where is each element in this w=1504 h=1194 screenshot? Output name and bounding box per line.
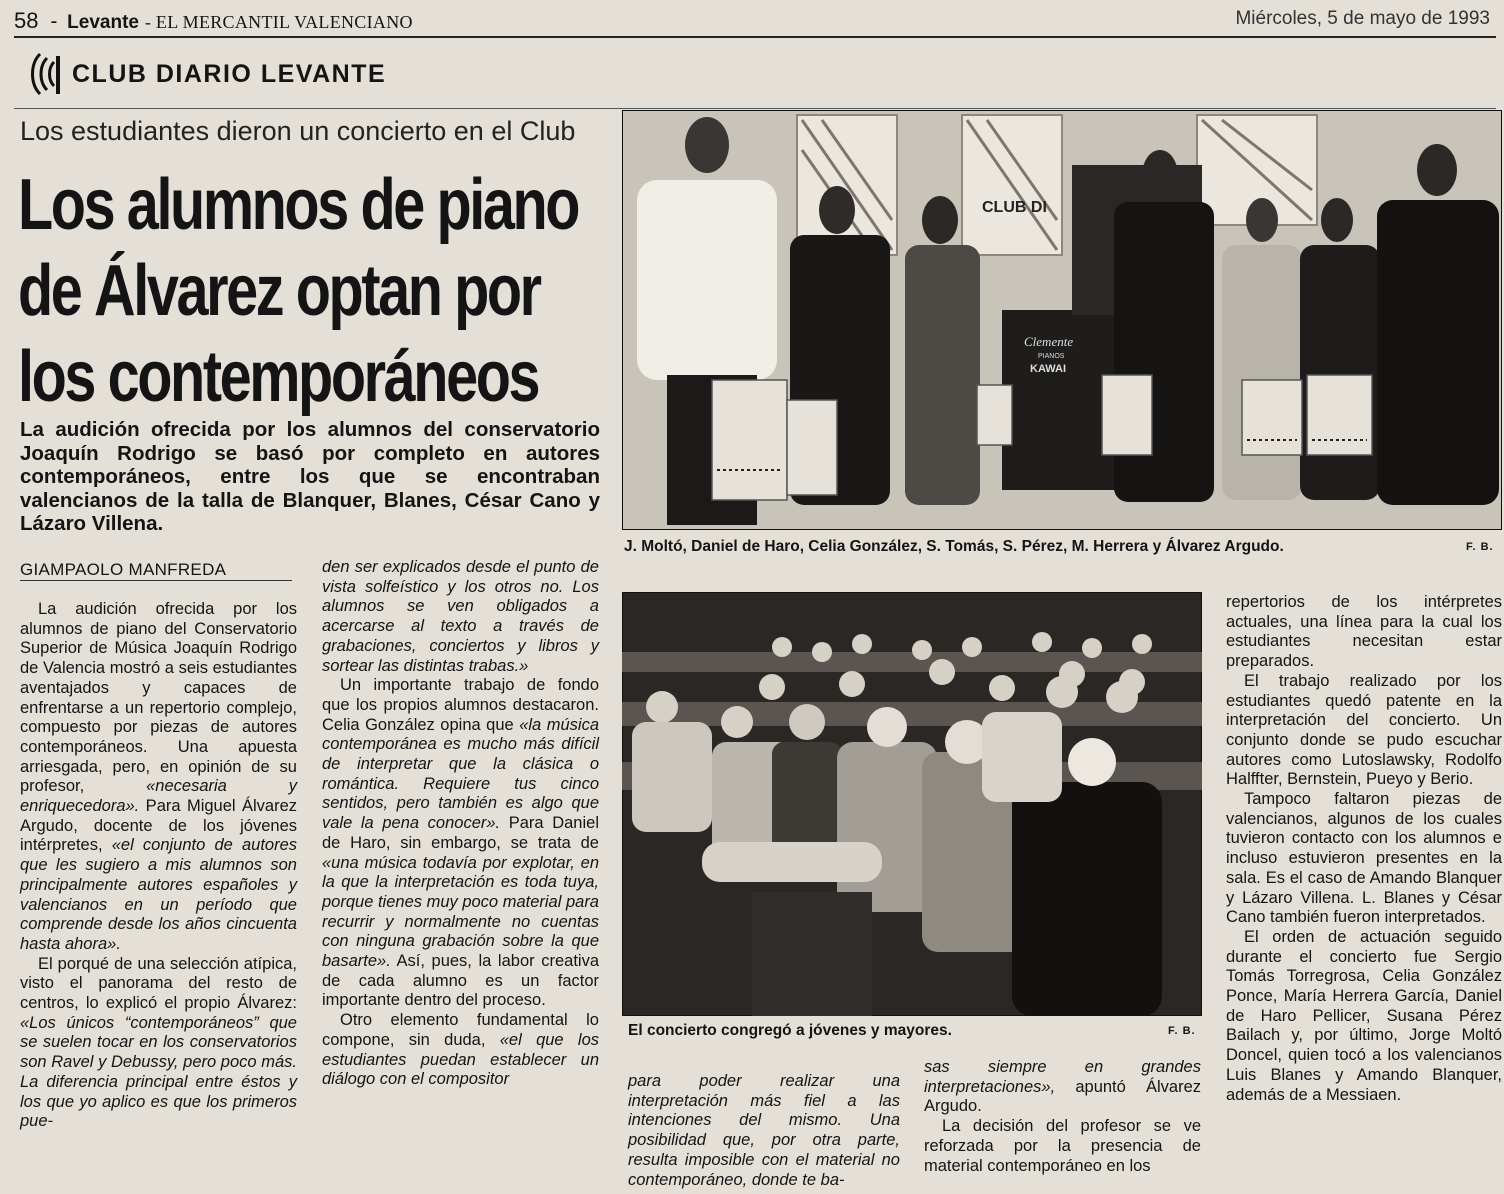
body-column-1 bbox=[20, 600, 297, 1132]
byline-rule bbox=[20, 580, 292, 581]
paragraph: La decisión del profesor se ve reforzada por la presencia de material contemporáneo en los bbox=[924, 1117, 1201, 1175]
piano-brand-text: Clemente bbox=[1024, 334, 1074, 349]
newspaper-subtitle: - EL MERCANTIL VALENCIANO bbox=[144, 12, 413, 32]
paragraph: La audición ofrecida por los alumnos de piano del Conservatorio Superior de Música Joaquín Rodrigo de Valencia mostró a seis estudiantes aventajados y capaces de enfrentarse a un repertorio complejo, compuesto por piezas de autores contemporáneos. Una apuesta arriesgada, pero, en opinión de su profesor, «necesaria y enriquecedora». Para Miguel Álvarez Argudo, docente de los jóvenes intérpretes, «el conjunto de autores que les sugiero a mis alumnos son principalmente autores españoles y valencianos en un período que comprende desde los años cincuenta hasta ahora». bbox=[20, 600, 298, 953]
piano-model-text: KAWAI bbox=[1030, 363, 1067, 375]
section-rule bbox=[14, 108, 1496, 109]
section-banner bbox=[26, 48, 386, 100]
article-kicker: Los estudiantes dieron un concierto en el Club bbox=[20, 116, 576, 146]
page-header bbox=[14, 8, 413, 34]
body-column-4 bbox=[924, 1058, 1201, 1176]
paragraph: El trabajo realizado por los estudiantes quedó patente en la interpretación del concierto. Un conjunto donde se pudo escuchar autores como Lutoslawsky, Rodolfo Halffter, Bernstein, Pueyo y Berio. bbox=[1226, 671, 1502, 789]
paragraph: Un importante trabajo de fondo que los propios alumnos destacaron. Celia González opina que «la música contemporánea es mucho más difícil de interpretar que la clásica o romántica. Requiere tus cinco sentidos, pero también es algo que vale la pena conocer». Para Daniel de Haro, sin embargo, se trata de «una música todavía por explotar, en la que la interpretación es toda tuya, porque tienes muy poco material para recurrir y normalmente no cuentas con ninguna grabación sobre la que basarte». Así, pues, la labor creativa de cada alumno es un factor importante dentro del proceso. bbox=[322, 676, 600, 1010]
issue-date: Miércoles, 5 de mayo de 1993 bbox=[1235, 8, 1490, 29]
newspaper-name: Levante bbox=[67, 12, 139, 33]
headline-line-1: Los alumnos de piano bbox=[18, 165, 579, 245]
page-number: 58 bbox=[14, 8, 39, 33]
group-photo bbox=[622, 110, 1502, 530]
headline-line-3: los contemporáneos bbox=[18, 337, 539, 417]
body-column-2 bbox=[322, 558, 599, 1090]
paragraph: El orden de actuación seguido durante el concierto fue Sergio Tomás Torregrosa, Celia González Ponce, María Herrera García, Daniel de Haro Pellicer, Susana Pérez Bailach y, por último, Jorge Moltó Doncel, quien tocó a los valencianos Luis Blanes y Amando Blanquer, además de a Messiaen. bbox=[1226, 927, 1502, 1104]
headline-line-2: de Álvarez optan por bbox=[18, 251, 540, 331]
piano-sub-text: PIANOS bbox=[1038, 353, 1065, 360]
audience-photo bbox=[622, 592, 1202, 1016]
header-rule bbox=[14, 36, 1496, 38]
top-photo-credit: F. B. bbox=[1466, 541, 1494, 553]
club-logo-icon bbox=[26, 48, 66, 100]
bottom-photo-caption: El concierto congregó a jóvenes y mayores. bbox=[628, 1022, 952, 1039]
paragraph: den ser explicados desde el punto de vista solfeístico y los otros no. Los alumnos se ven obligados a acercarse al texto a través de grabaciones, conciertos y libros y sortear las distintas trabas.» bbox=[322, 558, 599, 675]
top-photo-caption: J. Moltó, Daniel de Haro, Celia González, S. Tomás, S. Pérez, M. Herrera y Álvarez Argudo. bbox=[624, 538, 1284, 555]
paragraph: sas siempre en grandes interpretaciones», apuntó Álvarez Argudo. bbox=[924, 1058, 1201, 1116]
paragraph: repertorios de los intérpretes actuales, una línea para la cual los estudiantes necesitan estar preparados. bbox=[1226, 593, 1502, 671]
paragraph: para poder realizar una interpretación más fiel a las intenciones del mismo. Una posibilidad que, por otra parte, resulta imposible con el material no contemporáneo, donde te ba- bbox=[628, 1072, 900, 1189]
article-headline bbox=[18, 162, 579, 420]
header-separator: - bbox=[50, 10, 58, 33]
article-byline: GIAMPAOLO MANFREDA bbox=[20, 560, 227, 579]
body-column-5 bbox=[1226, 593, 1502, 1105]
article-lead: La audición ofrecida por los alumnos del conservatorio Joaquín Rodrigo se basó por completo en autores contemporáneos, entre los que se encontraban valencianos de la talla de Blanquer, Blanes, César Cano y Lázaro Villena. bbox=[20, 418, 600, 536]
paragraph: Tampoco faltaron piezas de valencianos, algunos de los cuales tuvieron contacto con los alumnos e incluso estuvieron presentes en la sala. Es el caso de Amando Blanquer y Lázaro Villena. L. Blanes y César Cano también fueron interpretados. bbox=[1226, 790, 1502, 927]
body-column-3 bbox=[628, 1072, 900, 1190]
paragraph: El porqué de una selección atípica, visto el panorama del resto de centros, lo explicó el propio Álvarez: «Los únicos “contemporáneos” que se suelen tocar en los conservatorios son Ravel y Debussy, pero poco más. La diferencia principal entre éstos y los que yo aplico es que los primeros pue- bbox=[20, 954, 297, 1131]
section-title: CLUB DIARIO LEVANTE bbox=[72, 59, 387, 88]
backdrop-text: CLUB DI bbox=[982, 199, 1047, 216]
bottom-photo-credit: F. B. bbox=[1168, 1025, 1196, 1037]
paragraph: Otro elemento fundamental lo compone, sin duda, «el que los estudiantes puedan establecer un diálogo con el compositor bbox=[322, 1011, 599, 1089]
